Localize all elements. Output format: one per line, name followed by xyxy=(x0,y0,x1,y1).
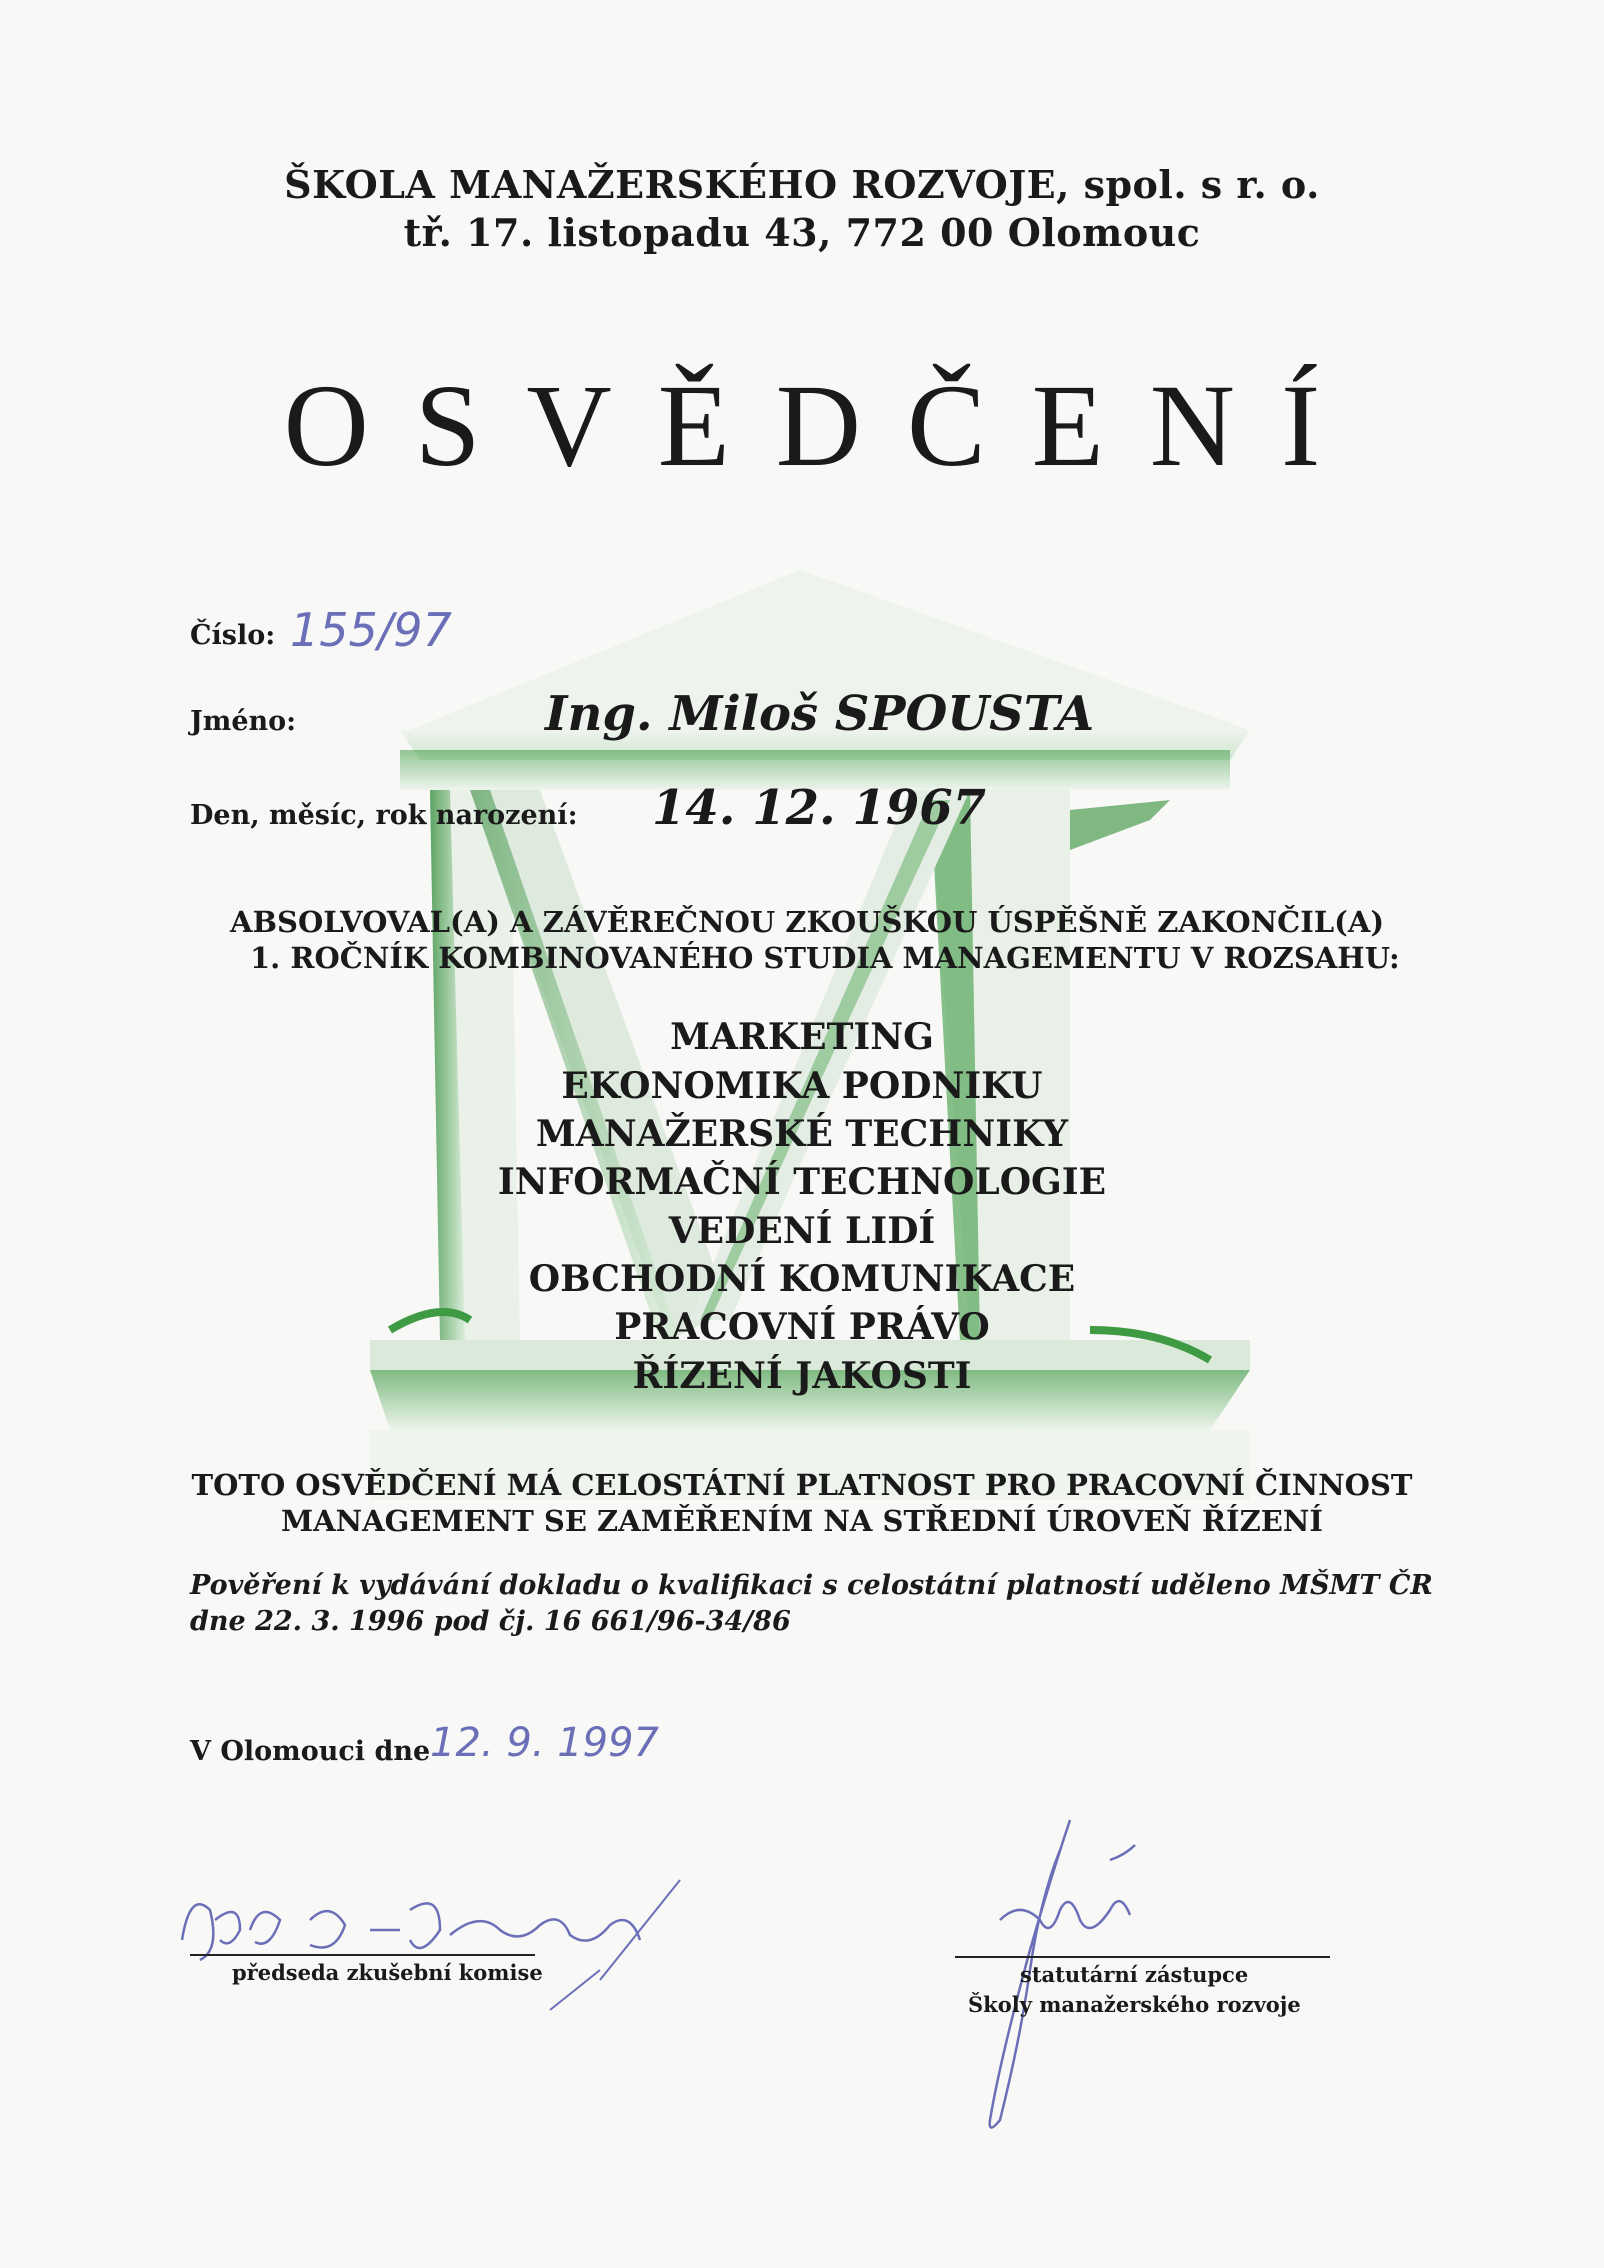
authorization-line-2: dne 22. 3. 1996 pod čj. 16 661/96-34/86 xyxy=(190,1606,791,1637)
issue-place-label: V Olomouci dne xyxy=(190,1736,431,1767)
chairman-signature xyxy=(170,1870,690,2020)
subject-item: MANAŽERSKÉ TECHNIKY xyxy=(535,1113,1069,1155)
validity-line-2: MANAGEMENT SE ZAMĚŘENÍM NA STŘEDNÍ ÚROVEŇ ŘÍZENÍ xyxy=(281,1504,1323,1538)
authorization-line-1: Pověření k vydávání dokladu o kvalifikaci s celostátní platností uděleno MŠMT ČR xyxy=(190,1570,1433,1601)
subject-item: INFORMAČNÍ TECHNOLOGIE xyxy=(497,1161,1107,1203)
holder-name-value: Ing. Miloš SPOUSTA xyxy=(545,686,1095,742)
certificate-title: OSVĚDČENÍ xyxy=(283,360,1367,491)
subject-item: MARKETING xyxy=(670,1016,934,1058)
school-name: ŠKOLA MANAŽERSKÉHO ROZVOJE, spol. s r. o. xyxy=(284,162,1320,207)
chairman-label: předseda zkušební komise xyxy=(232,1960,543,1985)
number-label: Číslo: xyxy=(190,620,276,651)
subject-item: ŘÍZENÍ JAKOSTI xyxy=(632,1355,972,1397)
issue-date-value: 12. 9. 1997 xyxy=(430,1720,660,1766)
certificate-number-value: 155/97 xyxy=(290,603,452,657)
name-label: Jméno: xyxy=(190,706,297,737)
subject-item: EKONOMIKA PODNIKU xyxy=(561,1065,1043,1107)
representative-signature-line xyxy=(955,1956,1330,1958)
validity-line-1: TOTO OSVĚDČENÍ MÁ CELOSTÁTNÍ PLATNOST PRO PRACOVNÍ ČINNOST xyxy=(191,1468,1413,1502)
representative-label-1: statutární zástupce xyxy=(1020,1962,1249,1987)
subject-item: PRACOVNÍ PRÁVO xyxy=(614,1306,990,1348)
completion-line-2: 1. ROČNÍK KOMBINOVANÉHO STUDIA MANAGEMENTU V ROZSAHU: xyxy=(250,941,1400,975)
completion-line-1: ABSOLVOVAL(A) A ZÁVĚREČNOU ZKOUŠKOU ÚSPĚŠNĚ ZAKONČIL(A) xyxy=(230,905,1385,939)
chairman-signature-line xyxy=(190,1954,535,1956)
representative-label-2: Školy manažerského rozvoje xyxy=(968,1992,1301,2017)
birth-date-label: Den, měsíc, rok narození: xyxy=(190,800,578,831)
school-address: tř. 17. listopadu 43, 772 00 Olomouc xyxy=(403,210,1201,255)
subject-item: VEDENÍ LIDÍ xyxy=(668,1210,936,1252)
birth-date-value: 14. 12. 1967 xyxy=(652,780,987,836)
subject-item: OBCHODNÍ KOMUNIKACE xyxy=(528,1258,1076,1300)
